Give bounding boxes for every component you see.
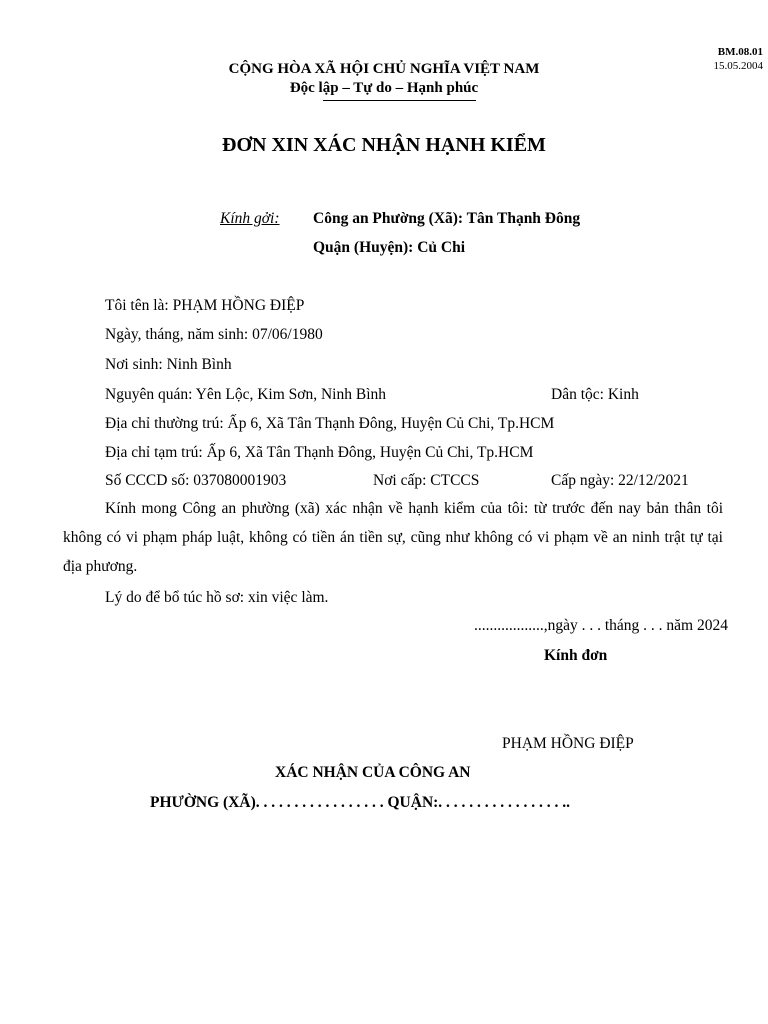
- temporary-address: Địa chỉ tạm trú: Ấp 6, Xã Tân Thạnh Đông, Huyện Củ Chi, Tp.HCM: [105, 444, 534, 461]
- birthplace: Nơi sinh: Ninh Bình: [105, 356, 232, 373]
- motto-underline: [323, 100, 476, 101]
- document-title: ĐƠN XIN XÁC NHẬN HẠNH KIỂM: [222, 134, 546, 156]
- reason: Lý do để bổ túc hồ sơ: xin việc làm.: [105, 589, 329, 606]
- national-header: CỘNG HÒA XÃ HỘI CHỦ NGHĨA VIỆT NAM: [228, 61, 540, 77]
- recipient-line-2: Quận (Huyện): Củ Chi: [313, 239, 466, 256]
- id-issued-date: Cấp ngày: 22/12/2021: [551, 472, 689, 489]
- hometown: Nguyên quán: Yên Lộc, Kim Sơn, Ninh Bình: [105, 386, 386, 403]
- date-of-birth: Ngày, tháng, năm sinh: 07/06/1980: [105, 326, 323, 343]
- confirmation-title: XÁC NHẬN CỦA CÔNG AN: [275, 764, 471, 781]
- permanent-address: Địa chỉ thường trú: Ấp 6, Xã Tân Thạnh Đông, Huyện Củ Chi, Tp.HCM: [105, 415, 555, 432]
- date-line: ..................,ngày . . . tháng . . . năm 2024: [473, 617, 728, 634]
- confirmation-line: PHƯỜNG (XÃ). . . . . . . . . . . . . . . . . QUẬN:. . . . . . . . . . . . . . . . ..: [150, 794, 571, 811]
- ethnicity: Dân tộc: Kinh: [551, 386, 639, 403]
- form-code-date: 15.05.2004: [713, 60, 763, 72]
- id-issued-by: Nơi cấp: CTCCS: [373, 472, 480, 489]
- recipient-label: Kính gởi:: [220, 210, 280, 227]
- request-text: Kính mong Công an phường (xã) xác nhận về hạnh kiểm của tôi: từ trước đến nay bản thân tôi không có vi phạm pháp luật, không có tiền án tiền sự, cũng như không có vi phạm về an ninh trật tự tại địa phương.: [63, 500, 723, 575]
- closing: Kính đơn: [544, 647, 608, 664]
- signer-name: PHẠM HỒNG ĐIỆP: [502, 735, 634, 752]
- id-number: Số CCCD số: 037080001903: [105, 472, 287, 489]
- form-code: BM.08.01: [717, 46, 763, 58]
- applicant-name: Tôi tên là: PHẠM HỒNG ĐIỆP: [105, 297, 305, 314]
- recipient-line-1: Công an Phường (Xã): Tân Thạnh Đông: [313, 210, 581, 227]
- national-motto: Độc lập – Tự do – Hạnh phúc: [289, 80, 479, 96]
- request-paragraph: [63, 494, 723, 581]
